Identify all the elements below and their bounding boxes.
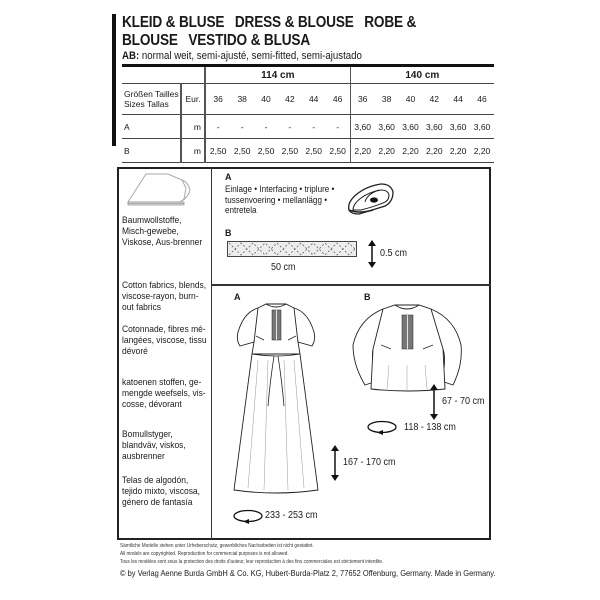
yardage-cell: - — [288, 121, 292, 132]
sizes-label — [122, 84, 181, 115]
yardage-cell: 3,60 — [350, 115, 375, 139]
blouse-hem-width: 118 - 138 cm — [404, 422, 456, 433]
dress-length-arrow-icon — [330, 445, 340, 481]
yardage-cell: 3,60 — [402, 121, 419, 132]
interfacing-text — [225, 184, 334, 216]
interfacing-text-line1: Einlage • Interfacing • triplure • — [225, 184, 335, 194]
fabric-text-es: Telas de algodón, tejido mixto, viscosa, género de fantasía — [122, 475, 200, 507]
width-header-row — [122, 66, 494, 84]
strip-width-arrow-icon — [367, 240, 377, 268]
yardage-cell: 2,50 — [281, 145, 299, 156]
yardage-cell: 2,50 — [305, 145, 322, 156]
dress-hem-width-icon — [231, 508, 265, 524]
copyright-note-fr: Tous les modèles sont sous la protection des droits d'auteur, leur reproduction à des fins commerciales est strictement interdite. — [120, 559, 384, 565]
interfacing-strip — [227, 241, 357, 257]
yardage-cell: 2,20 — [402, 145, 419, 156]
size-cell: 38 — [237, 94, 247, 104]
yardage-cell: 3,60 — [473, 121, 491, 132]
dress-length: 167 - 170 cm — [343, 457, 396, 468]
fabric-text-nl: katoenen stoffen, ge-mengde weefsels, vis-cosse, dévorant — [122, 377, 206, 409]
yardage-cell: 3,60 — [378, 121, 395, 132]
yardage-cell: 2,50 — [329, 145, 346, 156]
yardage-cell: 2,20 — [426, 145, 443, 156]
size-cell: 46 — [477, 94, 487, 104]
yardage-cell: 2,20 — [350, 139, 375, 163]
size-cell: 42 — [285, 94, 295, 104]
size-cell: 40 — [405, 94, 416, 104]
size-cell: 36 — [350, 84, 375, 115]
table-row-b — [122, 139, 494, 163]
size-cell: 46 — [332, 94, 343, 104]
size-cell: 40 — [261, 94, 271, 104]
table-row-a — [122, 115, 494, 139]
yardage-cell: 2,50 — [257, 145, 275, 156]
title-de: KLEID & BLUSE — [122, 14, 225, 31]
yardage-cell: 2,20 — [449, 145, 467, 156]
unit-label: m — [181, 139, 205, 163]
yardage-table — [122, 64, 494, 163]
dress-illustration-a — [228, 302, 328, 502]
strip-width: 0.5 cm — [380, 248, 408, 259]
fit-text: normal weit, semi-ajusté, semi-fitted, semi-ajustado — [141, 50, 362, 62]
title-es: VESTIDO & BLUSA — [188, 32, 310, 49]
width-114: 114 cm — [205, 66, 350, 84]
view-b-label: B — [364, 292, 371, 302]
unit-label: m — [181, 115, 205, 139]
view-a-label: A — [234, 292, 241, 302]
title-en: DRESS & BLOUSE — [234, 14, 354, 31]
size-cell: 44 — [308, 94, 319, 104]
fit-description — [122, 50, 362, 62]
yardage-cell: 3,60 — [426, 121, 443, 132]
yardage-cell: 2,50 — [233, 145, 251, 156]
iron-icon — [345, 180, 397, 216]
strip-length: 50 cm — [271, 262, 296, 273]
blouse-illustration-b — [345, 305, 475, 400]
sizes-label-line2: Sizes Tallas — [124, 99, 169, 109]
publisher-copyright: © by Verlag Aenne Burda GmbH & Co. KG, Hubert-Burda-Platz 2, 77652 Offenburg, Germany. Made in Germany. — [120, 568, 496, 578]
width-140: 140 cm — [350, 66, 494, 84]
yardage-cell: 2,50 — [205, 139, 230, 163]
size-cell: 42 — [429, 94, 440, 104]
interfacing-text-line2: tussenvoering • mellanlägg • — [225, 194, 328, 205]
fabric-text-en: Cotton fabrics, blends, viscose-rayon, burn-out fabrics — [122, 280, 207, 312]
fabric-fold-icon — [124, 172, 204, 208]
blouse-hem-width-icon — [365, 419, 399, 435]
page-title — [122, 14, 456, 50]
title-fr: ROBE & BLOUSE — [122, 14, 417, 49]
copyright-note-de: Sämtliche Modelle stehen unter Urheberschutz, gewerbliches Nacharbeiten ist nicht gestattet. — [120, 543, 314, 549]
copyright-note-en: All models are copyrighted. Reproduction for commercial purposes is not allowed. — [120, 551, 289, 557]
blouse-length-arrow-icon — [429, 384, 439, 420]
yardage-cell: 2,20 — [473, 145, 491, 156]
size-cell: 36 — [205, 84, 230, 115]
size-cell: 44 — [453, 94, 463, 104]
dress-hem-width: 233 - 253 cm — [265, 510, 318, 521]
yardage-cell: - — [336, 121, 340, 132]
yardage-cell: - — [264, 121, 268, 132]
fabric-text-de: Baumwollstoffe, Misch-gewebe, Viskose, Aus-brenner — [122, 215, 203, 247]
yardage-cell: 3,60 — [449, 121, 467, 132]
interfacing-view-a-label: A — [225, 172, 232, 182]
yardage-cell: 2,20 — [378, 145, 395, 156]
sizes-row — [122, 84, 494, 115]
yardage-cell: - — [240, 121, 244, 132]
interfacing-text-line3: entretela — [225, 205, 257, 215]
fabric-text-sv: Bomullstyger, blandväv, viskos, ausbrenner — [122, 429, 186, 461]
sizes-label-line1: Größen Tailles — [124, 89, 179, 99]
yardage-cell: - — [312, 121, 316, 132]
eur-label: Eur. — [181, 84, 205, 115]
size-cell: 38 — [381, 94, 392, 104]
yardage-cell: - — [205, 115, 230, 139]
title-accent-bar — [112, 14, 116, 146]
fabric-text-fr: Cotonnade, fibres mé-langées, viscose, tissu dévoré — [122, 324, 207, 356]
section-divider — [212, 284, 491, 286]
interfacing-view-b-label: B — [225, 228, 232, 238]
view-label: A — [124, 121, 130, 132]
view-label: B — [124, 145, 130, 156]
blouse-length: 67 - 70 cm — [442, 396, 485, 407]
fit-label: AB: — [122, 50, 140, 62]
